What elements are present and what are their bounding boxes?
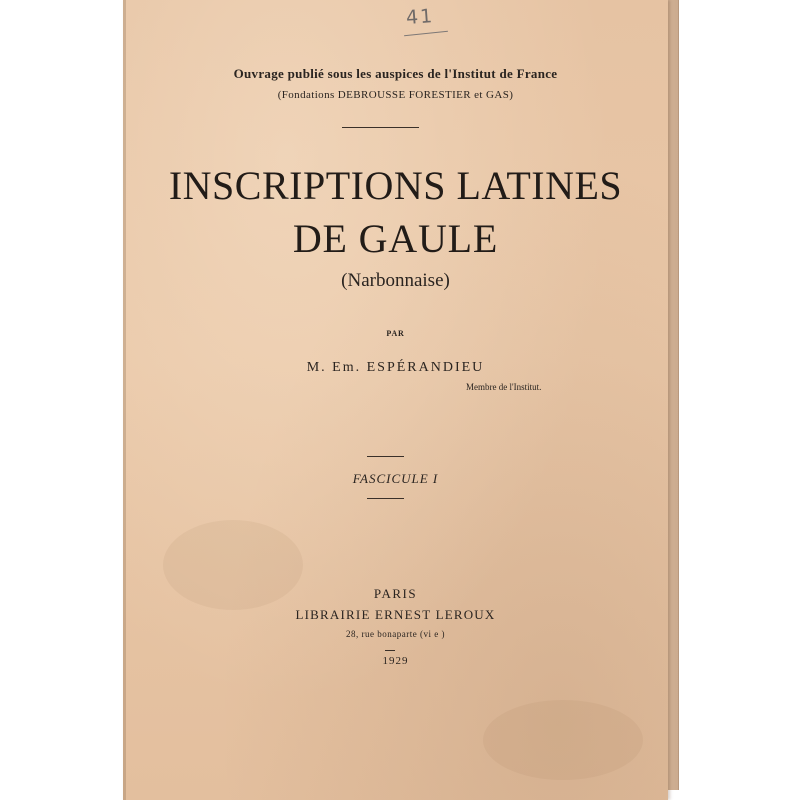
divider-rule: [342, 127, 419, 128]
imprint-publisher: LIBRAIRIE ERNEST LEROUX: [295, 607, 496, 622]
author-title: Membre de l'Institut.: [466, 382, 542, 392]
author-name: M. Em. ESPÉRANDIEU: [306, 360, 485, 375]
imprint-city: PARIS: [373, 586, 418, 601]
subtitle: (Narbonnaise): [341, 270, 450, 291]
cover-spine-shadow: [123, 0, 126, 800]
paper-stain: [483, 700, 643, 780]
imprint-year: 1929: [382, 655, 409, 667]
pencil-underline: [404, 31, 448, 37]
series-line: Ouvrage publié sous les auspices de l'Institut de France: [233, 66, 558, 81]
fascicle-label: FASCICULE I: [352, 471, 439, 486]
book-cover: [123, 0, 668, 800]
foundations-line: (Fondations DEBROUSSE FORESTIER et GAS): [277, 89, 514, 101]
divider-rule: [385, 650, 395, 651]
divider-rule: [367, 456, 404, 457]
title-line-2: DE GAULE: [292, 216, 499, 261]
pencil-mark: 41: [405, 5, 435, 29]
title-line-1: INSCRIPTIONS LATINES: [168, 163, 623, 208]
by-label: PAR: [386, 329, 405, 338]
imprint-address: 28, rue bonaparte (vi e ): [346, 629, 445, 639]
divider-rule: [367, 498, 404, 499]
